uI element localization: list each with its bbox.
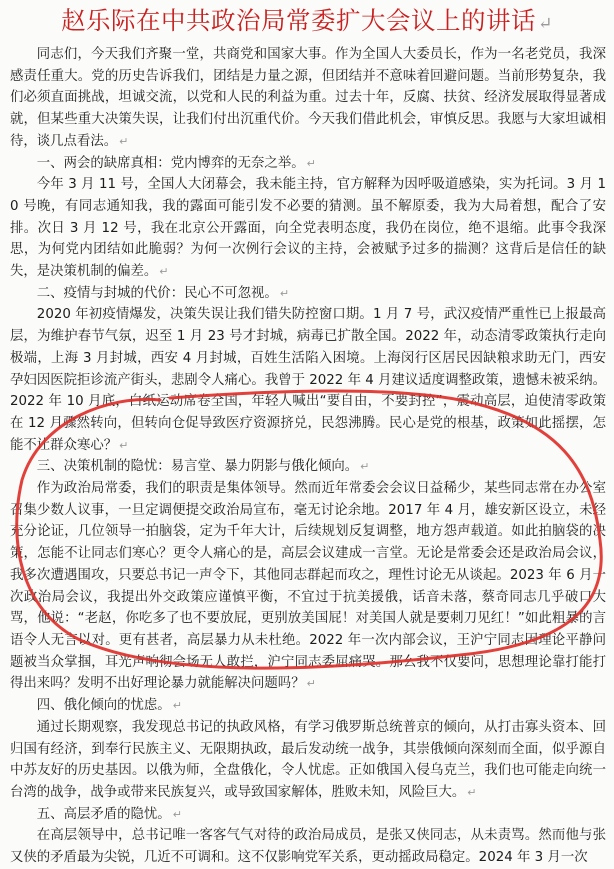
paragraph-mark-icon: ↵ <box>119 438 129 452</box>
section-heading-1: 一、两会的缺席真相：党内博弈的无奈之举。 ↵ <box>36 155 316 171</box>
paragraph-mark-icon: ↵ <box>172 807 182 821</box>
paragraph-mark-icon: ↵ <box>360 460 370 474</box>
paragraph-section-1: 今年 3 月 11 号，全国人大闭幕会，我未能主持，官方解释为因呼吸道感染，实为托词。3 月 10 号晚，有同志通知我，我的露面可能引发不必要的猜测。虽不解原委，我为大局着想，配合了安排。次日 3 月 12 号，我在北京公开露面，向全党表明态度，我仍在岗位，绝不退缩。此事令我深思，为何党内团结如此脆弱？为何一次例行会议的主持，会被赋予过多的揣测？这背后是信任的缺失，是决策机制的偏差。 ↵ <box>10 177 606 280</box>
section-heading-5: 五、高层矛盾的隐忧。 ↵ <box>36 806 182 822</box>
paragraph-mark-icon: ↵ <box>159 265 169 279</box>
paragraph-mark-icon: ↵ <box>119 134 129 148</box>
document-title: 赵乐际在中共政治局常委扩大会议上的讲话 ↵ <box>61 6 553 35</box>
paragraph-section-5: 在高层领导中，总书记唯一客客气气对待的政治局成员，是张又侠同志，从未责骂。然而他与张又侠的矛盾最为尖锐，几近不可调和。这不仅影响党军关系，更动摇政局稳定。2024 年 3 月一次 <box>10 828 606 866</box>
paragraph-mark-icon: ↵ <box>279 286 290 300</box>
section-heading-3: 三、决策机制的隐忧：易言堂、暴力阴影与俄化倾向。 ↵ <box>36 459 370 475</box>
paragraph-mark-icon: ↵ <box>306 156 316 170</box>
paragraph-section-4: 通过长期观察，我发现总书记的执政风格，有学习俄罗斯总统普京的倾向，从打击寡头资本、回归国有经济，到奉行民族主义、无限期执政，最后发动统一战争，其崇俄倾向深刻而全面，似乎源自中苏友好的历史基因。以俄为师，全盘俄化，令人忧虑。正如俄国入侵乌克兰，我们也可能走向统一台湾的战争，战争或带来民族复兴，或导致国家解体，胜败未知，风险巨大。 ↵ <box>10 719 606 800</box>
paragraph-section-3: 作为政治局常委，我们的职责是集体领导。然而近年常委会会议日益稀少，某些同志常在办公室召集少数人议事，一旦定调便提交政治局宣布，毫无讨论余地。2017 年 4 月，雄安新区设立，未经充分论证，几位领导一拍脑袋，定为千年大计，后续规划反复调整，地方怨声载道。如此拍脑袋的决策，怎能不让同志们寒心？更令人痛心的是，高层会议建成一言堂。无论是常委会还是政治局会议，我多次遭遇围攻，只要总书记一声令下，其他同志群起而攻之，理性讨论无从谈起。2023 年 6 月一次政治局会议，我提出外交政策应谨慎平衡，不宜过于抗美援俄，话音未落，蔡奇同志几乎破口大骂，他说：“老赵，你吃多了也不要放屁，更别放美国屁！对美国人就是要刺刀见红！”如此粗暴的言语令人无言以对。更有甚者，高层暴力从未杜绝。2022 年一次内部会议，王沪宁同志因理论平静问题被当众掌掴，耳光声响彻会场无人敢拦，沪宁同志委屈痛哭。那么我不仅要问，思想理论靠打能打得出来吗？发明不出好理论暴力就能解决问题吗？ ↵ <box>10 481 606 692</box>
paragraph-mark-icon: ↵ <box>538 14 553 34</box>
paragraph-mark-icon: ↵ <box>172 699 182 713</box>
paragraph-intro: 同志们，今天我们齐聚一堂，共商党和国家大事。作为全国人大委员长，作为一名老党员，我深感责任重大。党的历史告诉我们，团结是力量之源，但团结并不意味着回避问题。当前形势复杂，我们必须直面挑战，坦诚交流，以党和人民的利益为重。过去十年，反腐、扶贫、经济发展取得显著成就，但某些重大决策失误，让我们付出沉重代价。今天我们借此机会，审慎反思。我愿与大家坦诚相待，谈几点看法。 ↵ <box>10 47 606 149</box>
section-heading-2: 二、疫情与封城的代价：民心不可忽视。 ↵ <box>36 285 290 301</box>
paragraph-mark-icon: ↵ <box>306 677 316 691</box>
section-heading-4: 四、俄化倾向的忧虑。 ↵ <box>36 698 182 714</box>
paragraph-mark-icon: ↵ <box>467 785 477 799</box>
document-body <box>10 44 606 869</box>
paragraph-section-2: 2020 年初疫情爆发，决策失误让我们错失防控窗口期。1 月 7 号，武汉疫情严重性已上报最高层，为维护春节气氛，迟至 1 月 23 号才封城，病毒已扩散全国。2022 年，动态清零政策执行走向极端，上海 3 月封城，西安 4 月封城，百姓生活陷入困境。上海闵行区居民因缺粮求助无门，西安孕妇因医院拒诊流产街头，悲剧令人痛心。我曾于 2022 年 4 月建议适度调整政策，遗憾未被采纳。2022 年 10 月底，白纸运动席卷全国，年轻人喊出“要自由，不要封控”，震动高层，迫使清零政策在 12 月骤然转向，但转向仓促导致医疗资源挤兑，民怨沸腾。民心是党的根基，政策如此摇摆，怎能不让群众寒心？ ↵ <box>10 307 606 453</box>
